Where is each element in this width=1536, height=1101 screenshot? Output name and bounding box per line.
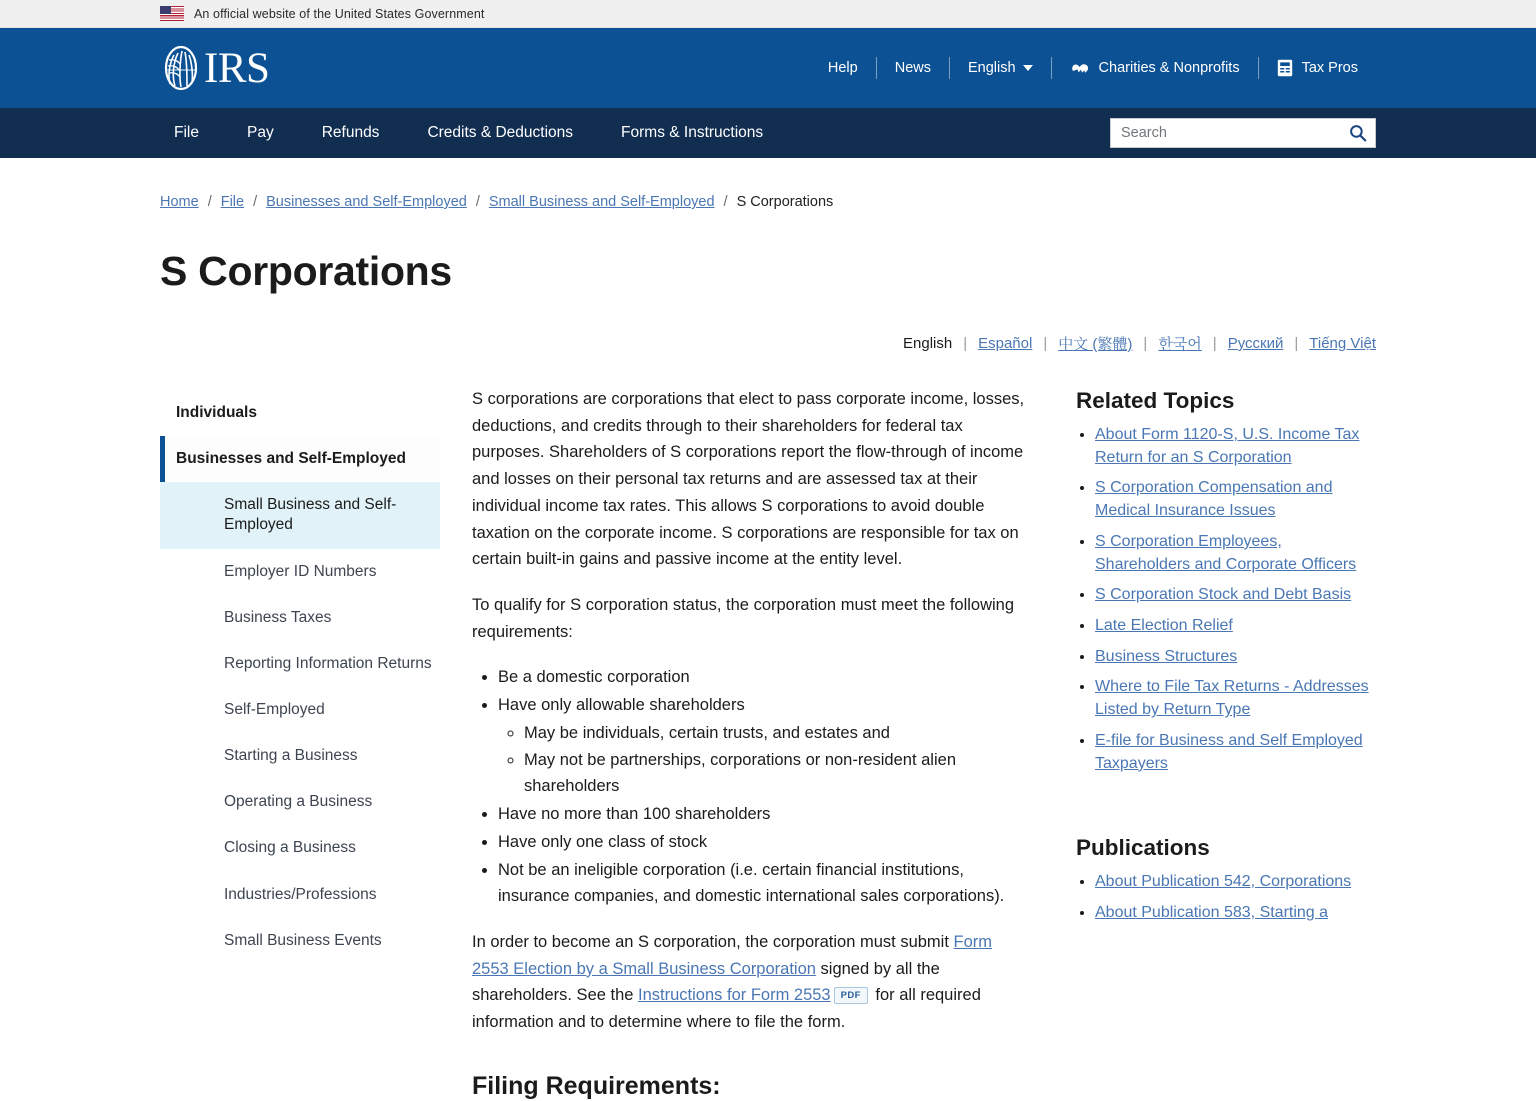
util-link-charities-nonprofits[interactable] <box>1052 60 1258 77</box>
sidebar-item-reporting-information-returns[interactable]: Reporting Information Returns <box>224 654 432 672</box>
list-item <box>1095 676 1376 721</box>
main-content <box>440 386 1076 1101</box>
related-topic-link[interactable]: Business Structures <box>1095 647 1238 665</box>
requirement-item <box>498 857 1032 910</box>
related-topic-link[interactable]: E-file for Business and Self Employed Taxpayers <box>1095 731 1363 772</box>
chevron-down-icon <box>1023 65 1033 71</box>
list-item <box>1095 424 1376 469</box>
breadcrumb-separator: / <box>253 194 258 210</box>
search-icon <box>1349 124 1367 142</box>
language-selector-label: English <box>967 60 1016 76</box>
language-separator: | <box>1143 335 1148 352</box>
election-text-part1: In order to become an S corporation, the corporation must submit <box>472 932 954 951</box>
breadcrumb-separator: / <box>723 194 728 210</box>
requirement-text: Be a domestic corporation <box>498 668 690 687</box>
sidebar-item-operating-a-business[interactable]: Operating a Business <box>224 793 373 811</box>
requirement-subitem: ◦ May be individuals, certain trusts, and estates and <box>524 720 1032 747</box>
util-link-help[interactable] <box>810 60 876 76</box>
list-item <box>1095 615 1376 638</box>
qualify-paragraph: To qualify for S corporation status, the corporation must meet the following requirements: <box>472 596 1015 641</box>
requirements-list <box>472 664 1032 909</box>
page-title: S Corporations <box>160 248 452 294</box>
search-box[interactable] <box>1110 118 1376 148</box>
main-navigation-items <box>160 108 787 158</box>
sidebar-item-business-taxes[interactable]: Business Taxes <box>224 608 332 626</box>
sidebar-item-self-employed[interactable]: Self-Employed <box>224 700 325 718</box>
breadcrumb-separator: / <box>207 194 212 210</box>
list-item <box>1095 477 1376 522</box>
charities-icon <box>1070 60 1090 77</box>
breadcrumb <box>160 158 1376 210</box>
sidebar-item-closing-a-business[interactable]: Closing a Business <box>224 839 356 857</box>
search-input[interactable] <box>1111 119 1341 147</box>
language-link-vietnamese[interactable]: Tiếng Việt <box>1309 335 1376 352</box>
requirement-text: Have no more than 100 shareholders <box>498 805 771 824</box>
requirement-subitem: ◦ May not be partnerships, corporations or non-resident alien shareholders <box>524 747 1032 800</box>
requirement-item <box>498 692 1032 800</box>
util-link-tax-pros[interactable] <box>1259 59 1376 77</box>
tax-pros-icon <box>1277 59 1293 77</box>
publications-heading: Publications <box>1076 835 1210 861</box>
language-link-korean[interactable]: 한국어 <box>1158 336 1202 353</box>
language-separator: | <box>1294 335 1299 352</box>
publications-list <box>1076 871 1376 924</box>
list-item <box>1095 584 1376 607</box>
related-topic-link[interactable]: Late Election Relief <box>1095 617 1233 635</box>
breadcrumb-item-home[interactable]: Home <box>160 194 199 210</box>
breadcrumb-item-small-business-and-self-employed[interactable]: Small Business and Self-Employed <box>488 194 715 210</box>
nav-item-pay[interactable]: Pay <box>246 124 274 141</box>
breadcrumb-item-current: S Corporations <box>736 194 834 210</box>
publication-link[interactable]: About Publication 583, Starting a <box>1095 904 1329 922</box>
util-link-news-label: News <box>894 60 931 76</box>
language-separator: | <box>963 335 968 352</box>
sidebar-item-industries-professions[interactable]: Industries/Professions <box>224 885 377 903</box>
language-separator: | <box>1212 335 1217 352</box>
election-text-part2: signed by all the shareholders. See the <box>472 959 940 1005</box>
requirement-text: Have only allowable shareholders <box>498 696 745 715</box>
breadcrumb-item-businesses-and-self-employed[interactable]: Businesses and Self-Employed <box>266 194 467 210</box>
filing-requirements-heading: Filing Requirements: <box>472 1071 721 1100</box>
sidebar-item-small-business-and-self-employed[interactable]: Small Business and Self-Employed <box>160 482 440 548</box>
list-item <box>1095 730 1376 775</box>
nav-item-credits-deductions[interactable]: Credits & Deductions <box>427 124 574 141</box>
breadcrumb-separator: / <box>475 194 480 210</box>
language-bar <box>160 333 1376 354</box>
util-link-help-label: Help <box>827 60 858 76</box>
nav-item-file[interactable]: File <box>174 124 199 141</box>
related-topics-list <box>1076 424 1376 775</box>
sidebar <box>160 386 440 964</box>
requirement-text: Not be an ineligible corporation (i.e. certain financial institutions, insurance companies, and domestic international sales corporations). <box>498 860 1005 906</box>
related-topics-heading: Related Topics <box>1076 388 1235 413</box>
irs-logo-text: IRS <box>204 44 270 92</box>
related-topic-link[interactable]: Where to File Tax Returns - Addresses Listed by Return Type <box>1095 678 1369 719</box>
irs-seal-icon <box>160 46 202 90</box>
requirement-item <box>498 829 1032 856</box>
related-topic-link[interactable]: S Corporation Employees, Shareholders and Corporate Officers <box>1095 532 1357 573</box>
nav-item-refunds[interactable]: Refunds <box>321 124 380 141</box>
intro-paragraph: S corporations are corporations that elect to pass corporate income, losses, deductions, and credits through to their shareholders for federal tax purposes. Shareholders of S corporations report the flow-through of income and losses on their personal tax returns and are assessed tax at their individual income tax rates. This allows S corporations to avoid double taxation on the corporate income. S corporations are responsible for tax on certain built-in gains and passive income at the entity level. <box>472 390 1025 569</box>
list-item <box>1095 531 1376 576</box>
irs-logo[interactable] <box>160 45 269 91</box>
utility-nav <box>810 28 1376 108</box>
instructions-form-2553-link[interactable]: Instructions for Form 2553 <box>638 986 831 1005</box>
language-link-espanol[interactable]: Español <box>978 335 1033 352</box>
gov-banner-text: An official website of the United States Government <box>194 6 485 21</box>
sidebar-item-employer-id-numbers[interactable]: Employer ID Numbers <box>224 562 377 580</box>
requirement-item <box>498 801 1032 828</box>
related-topic-link[interactable]: S Corporation Stock and Debt Basis <box>1095 586 1352 604</box>
page-content <box>0 158 1536 1101</box>
search-button[interactable] <box>1341 119 1375 147</box>
util-link-tax-pros-label: Tax Pros <box>1301 60 1358 76</box>
us-flag-icon <box>160 6 184 21</box>
pdf-badge-icon: PDF <box>834 987 868 1004</box>
language-link-russian[interactable]: Русский <box>1227 335 1284 352</box>
sidebar-item-individuals[interactable]: Individuals <box>176 404 257 421</box>
sidebar-item-starting-a-business[interactable]: Starting a Business <box>224 747 358 765</box>
form-2553-link[interactable]: Form 2553 Election by a Small Business Corporation <box>472 932 992 978</box>
related-topic-link[interactable]: S Corporation Compensation and Medical Insurance Issues <box>1095 479 1333 520</box>
nav-item-forms-instructions[interactable]: Forms & Instructions <box>621 124 764 141</box>
language-link-chinese[interactable]: 中文 (繁體) <box>1058 336 1133 353</box>
requirement-item <box>498 664 1032 691</box>
publication-link[interactable]: About Publication 542, Corporations <box>1095 873 1352 891</box>
language-separator: | <box>1043 335 1048 352</box>
language-current-english: English <box>903 335 953 352</box>
list-item <box>1095 902 1376 925</box>
list-item <box>1095 871 1376 894</box>
breadcrumb-item-file[interactable]: File <box>220 194 245 210</box>
requirement-sublist <box>498 720 1032 800</box>
requirement-text: Have only one class of stock <box>498 832 708 851</box>
content-columns <box>160 386 1376 1101</box>
util-link-news[interactable] <box>877 60 949 76</box>
gov-banner <box>0 0 1536 28</box>
related-topic-link[interactable]: About Form 1120-S, U.S. Income Tax Return for an S Corporation <box>1095 426 1360 466</box>
right-rail <box>1076 386 1376 933</box>
masthead <box>0 28 1536 108</box>
sidebar-item-businesses-and-self-employed[interactable]: Businesses and Self-Employed <box>160 436 440 482</box>
main-navigation <box>0 108 1536 158</box>
election-text-part3: for all required information and to determine where to file the form. <box>472 986 981 1032</box>
list-item <box>1095 646 1376 669</box>
util-link-charities-label: Charities & Nonprofits <box>1098 60 1240 76</box>
language-selector[interactable] <box>950 60 1051 76</box>
sidebar-item-small-business-events[interactable]: Small Business Events <box>224 931 382 949</box>
election-paragraph <box>472 929 1032 1036</box>
